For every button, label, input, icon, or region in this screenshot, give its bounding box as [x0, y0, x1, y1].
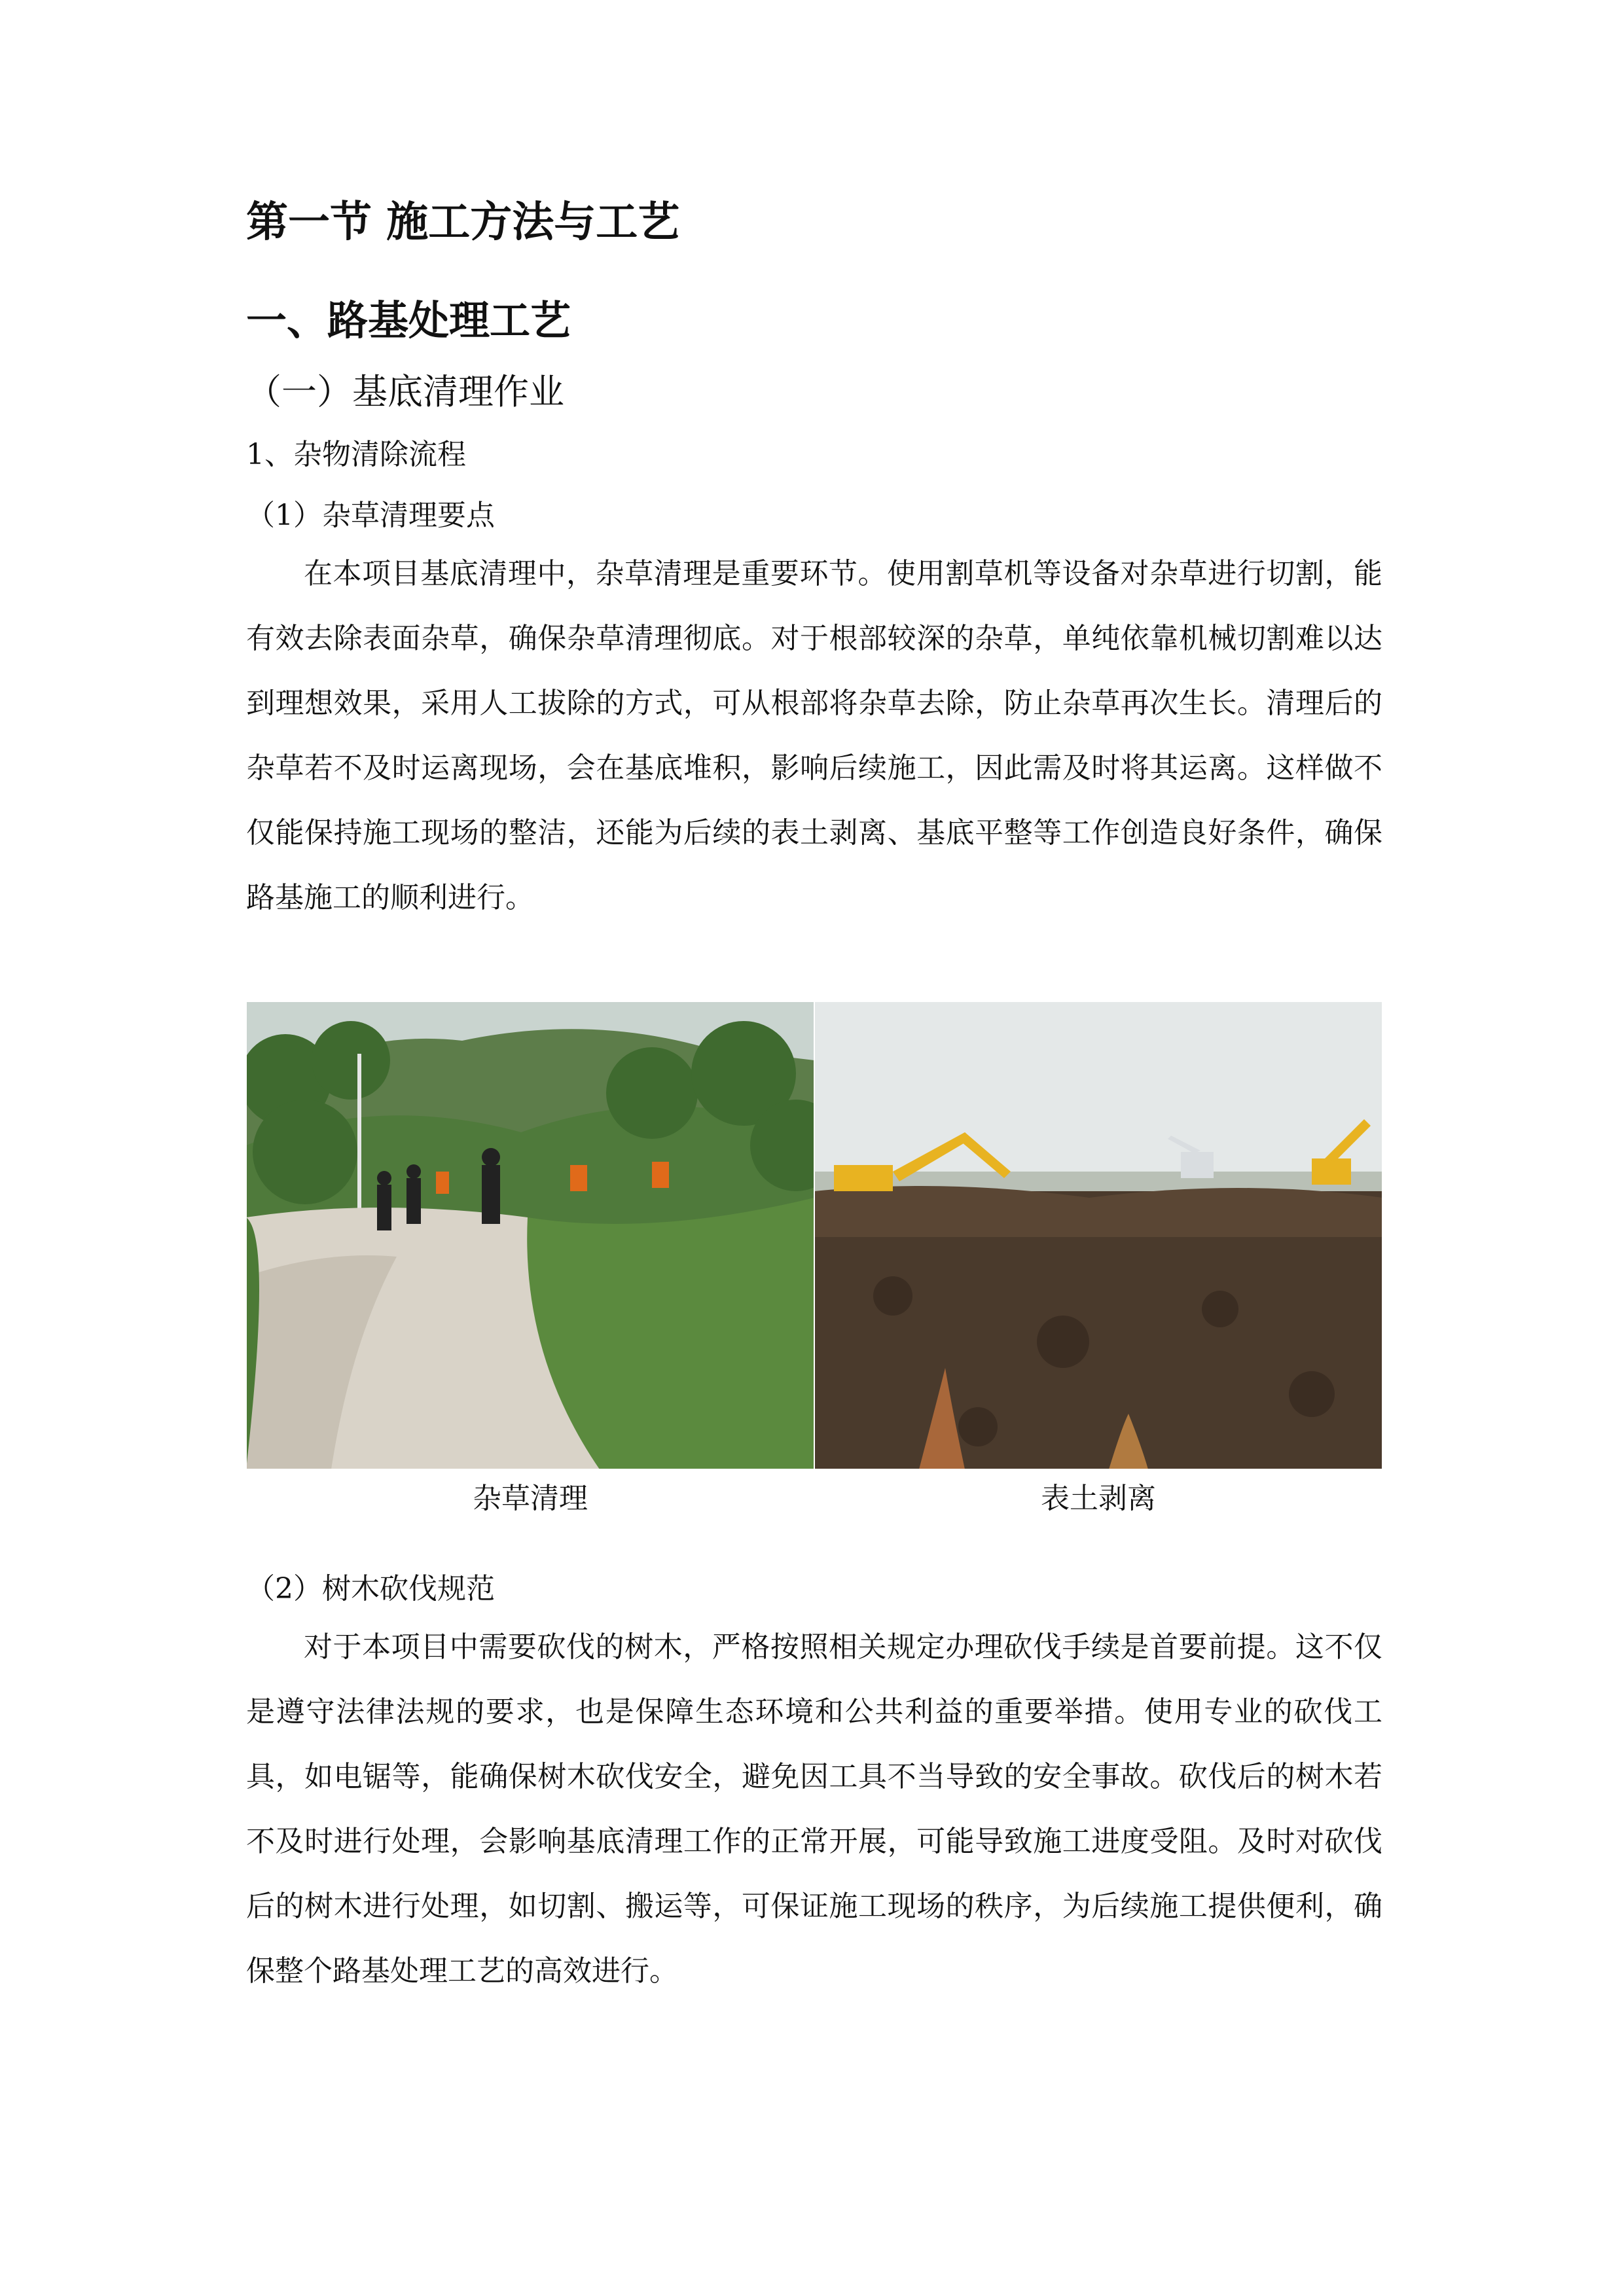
caption-weed-clearing: 杂草清理 [473, 1482, 588, 1515]
heading-level-3: 1、杂物清除流程 [246, 438, 466, 471]
weed-clearing-photo [246, 1001, 814, 1469]
paragraph-weeds: 在本项目基底清理中，杂草清理是重要环节。使用割草机等设备对杂草进行切割，能有效去除表面杂草，确保杂草清理彻底。对于根部较深的杂草，单纯依靠机械切割难以达到理想效果，采用人工拔除的方式，可从根部将杂草去除，防止杂草再次生长。清理后的杂草若不及时运离现场，会在基底堆积，影响后续施工，因此需及时将其运离。这样做不仅能保持施工现场的整洁，还能为后续的表土剥离、基底平整等工作创造良好条件，确保路基施工的顺利进行。 [246, 557, 1382, 914]
subsection-title-trees: （2）树木砍伐规范 [246, 1572, 495, 1605]
heading-level-2: （一）基底清理作业 [246, 371, 564, 412]
subsection-title-weeds: （1）杂草清理要点 [246, 499, 495, 532]
figure-row [246, 1001, 1382, 1469]
topsoil-stripping-photo [814, 1001, 1382, 1469]
section-title: 第一节 施工方法与工艺 [246, 198, 680, 247]
paragraph-trees: 对于本项目中需要砍伐的树木，严格按照相关规定办理砍伐手续是首要前提。这不仅是遵守法律法规的要求，也是保障生态环境和公共利益的重要举措。使用专业的砍伐工具，如电锯等，能确保树木砍伐安全，避免因工具不当导致的安全事故。砍伐后的树木若不及时进行处理，会影响基底清理工作的正常开展，可能导致施工进度受阻。及时对砍伐后的树木进行处理，如切割、搬运等，可保证施工现场的秩序，为后续施工提供便利，确保整个路基处理工艺的高效进行。 [246, 1630, 1382, 1988]
heading-level-1: 一、路基处理工艺 [246, 296, 571, 344]
caption-topsoil-stripping: 表土剥离 [1041, 1482, 1156, 1515]
figure-captions [246, 1476, 1382, 1522]
